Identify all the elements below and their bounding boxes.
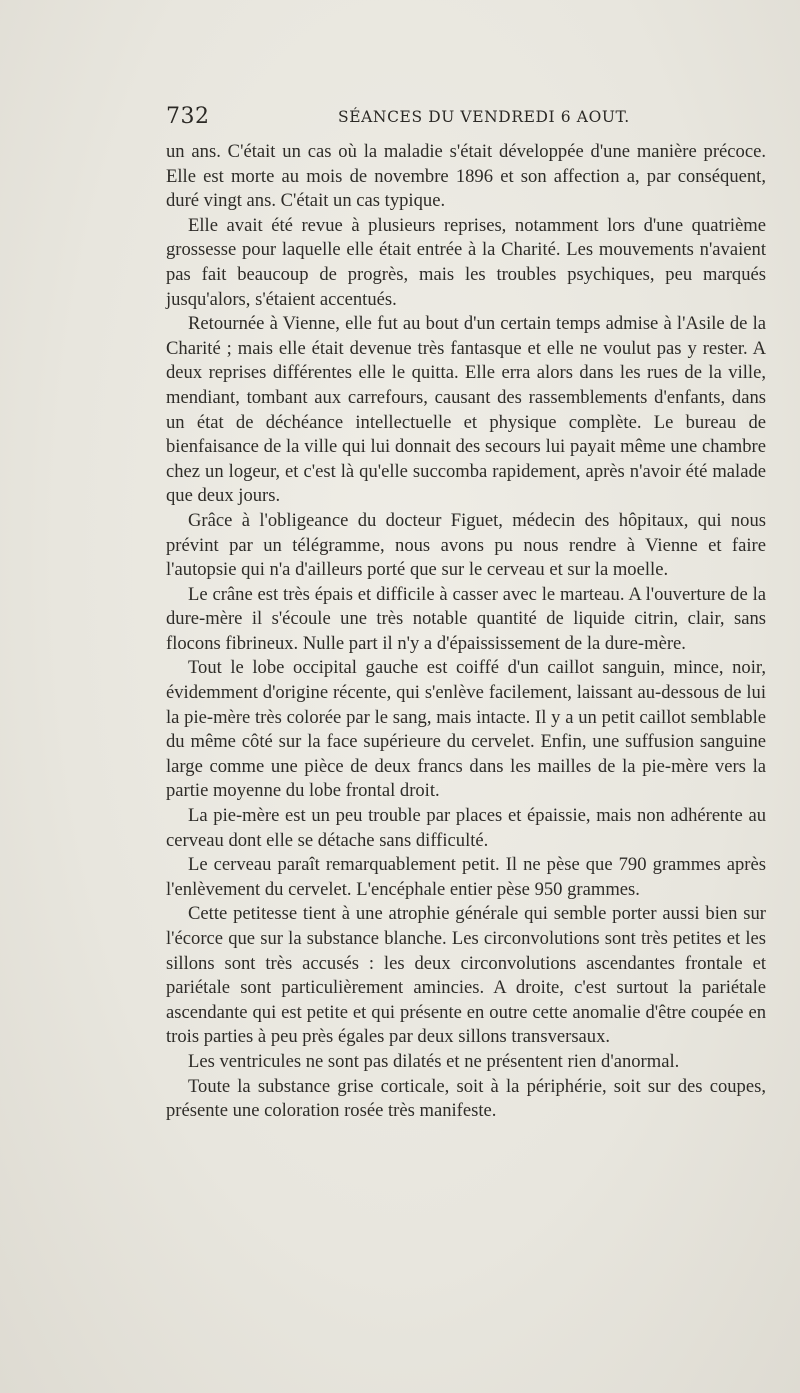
paragraph: Toute la substance grise corticale, soit à la périphérie, soit sur des coupes, présente une coloration rosée très manifeste. (166, 1075, 766, 1122)
paragraph: un ans. C'était un cas où la maladie s'était développée d'une manière précoce. Elle est morte au mois de novembre 1896 et son affection a, par conséquent, duré vingt ans. C'était un cas typique. (166, 141, 766, 212)
page-number: 732 (166, 104, 210, 129)
running-head: SÉANCES DU VENDREDI 6 AOUT. (338, 108, 630, 126)
paragraph: Tout le lobe occipital gauche est coiffé d'un caillot sanguin, mince, noir, évidemment d'origine récente, qui s'enlève facilement, laissant au-dessous de lui la pie-mère très colorée par le sang, mais intacte. Il y a un petit caillot semblable du même côté sur la face supérieure du cervelet. Enfin, une suffusion sanguine large comme une pièce de deux francs dans les mailles de la pie-mère vers la partie moyenne du lobe frontal droit. (166, 657, 766, 802)
page-header (166, 104, 766, 134)
paragraph: Les ventricules ne sont pas dilatés et ne présentent rien d'anormal. (188, 1050, 680, 1072)
paragraph: Grâce à l'obligeance du docteur Figuet, médecin des hôpitaux, qui nous prévint par un télégramme, nous avons pu nous rendre à Vienne et faire l'autopsie qui n'a d'ailleurs porté que sur le cerveau et sur la moelle. (166, 509, 766, 581)
paragraph: Retournée à Vienne, elle fut au bout d'un certain temps admise à l'Asile de la Charité ; mais elle était devenue très fantasque et elle ne voulut pas y rester. A deux reprises différentes elle le quitta. Elle erra alors dans les rues de la ville, mendiant, tombant aux carrefours, causant des rassemblements d'enfants, dans un état de déchéance intellectuelle et physique complète. Le bureau de bienfaisance de la ville qui lui donnait des secours lui payait même une chambre chez un logeur, et c'est là qu'elle succomba rapidement, après n'avoir été malade que deux jours. (166, 313, 766, 507)
paragraph: Elle avait été revue à plusieurs reprises, notamment lors d'une quatrième grossesse pour laquelle elle était entrée à la Charité. Les mouvements n'avaient pas fait beaucoup de progrès, mais les troubles psychiques, peu marqués jusqu'alors, s'étaient accentués. (166, 214, 766, 310)
paragraph: Cette petitesse tient à une atrophie générale qui semble porter aussi bien sur l'écorce que sur la substance blanche. Les circonvolutions sont très petites et les sillons sont très accusés : les deux circonvolutions ascendantes frontale et pariétale sont particulièrement amincies. A droite, c'est surtout la pariétale ascendante qui est petite et qui présente en outre cette anomalie d'être coupée en trois parties à peu près égales par deux sillons transversaux. (166, 903, 766, 1048)
paragraph: Le crâne est très épais et difficile à casser avec le marteau. A l'ouverture de la dure-mère il s'écoule une très notable quantité de liquide citrin, clair, sans flocons fibrineux. Nulle part il n'y a d'épaississement de la dure-mère. (166, 583, 766, 654)
paragraph: Le cerveau paraît remarquablement petit. Il ne pèse que 790 grammes après l'enlèvement du cervelet. L'encéphale entier pèse 950 grammes. (166, 854, 766, 900)
body-text (166, 140, 766, 1124)
paragraph: La pie-mère est un peu trouble par places et épaissie, mais non adhérente au cerveau dont elle se détache sans difficulté. (166, 805, 766, 851)
